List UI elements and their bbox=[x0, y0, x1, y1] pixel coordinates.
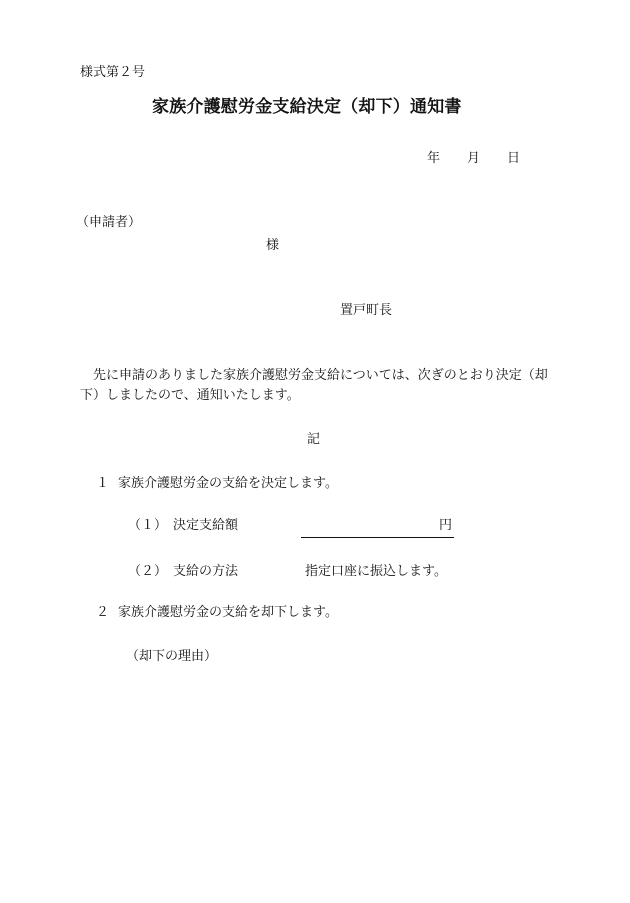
ki-heading: 記 bbox=[307, 432, 321, 447]
notice-body-text: 先に申請のありました家族介護慰労金支給については、次ぎのとおり決定（却下）しましたので、通知いたします。 bbox=[80, 368, 548, 403]
item-2 bbox=[96, 604, 338, 622]
honorific-sama: 様 bbox=[266, 238, 280, 253]
sub-item-2-number: （２） bbox=[128, 564, 168, 579]
issuer-name: 置戸町長 bbox=[340, 303, 393, 318]
yen-unit: 円 bbox=[438, 518, 452, 533]
rejection-reason-label: （却下の理由） bbox=[126, 649, 218, 664]
form-number: 様式第２号 bbox=[80, 65, 146, 80]
decided-amount-label: 決定支給額 bbox=[173, 518, 239, 533]
date-year-label: 年 bbox=[427, 151, 441, 166]
payment-method-label: 支給の方法 bbox=[173, 564, 239, 579]
amount-blank-line bbox=[301, 517, 454, 538]
applicant-label: （申請者） bbox=[76, 215, 142, 230]
item-2-text: 家族介護慰労金の支給を却下します。 bbox=[118, 605, 338, 620]
document-title: 家族介護慰労金支給決定（却下）通知書 bbox=[152, 97, 462, 117]
payment-method-value: 指定口座に振込します。 bbox=[305, 564, 447, 579]
date-month-label: 月 bbox=[467, 151, 481, 166]
item-1 bbox=[96, 475, 338, 493]
item-1-number: １ bbox=[96, 476, 110, 491]
date-day-label: 日 bbox=[507, 151, 521, 166]
item-1-text: 家族介護慰労金の支給を決定します。 bbox=[118, 476, 338, 491]
sub-item-1-number: （１） bbox=[128, 518, 168, 533]
item-2-number: ２ bbox=[96, 605, 110, 620]
